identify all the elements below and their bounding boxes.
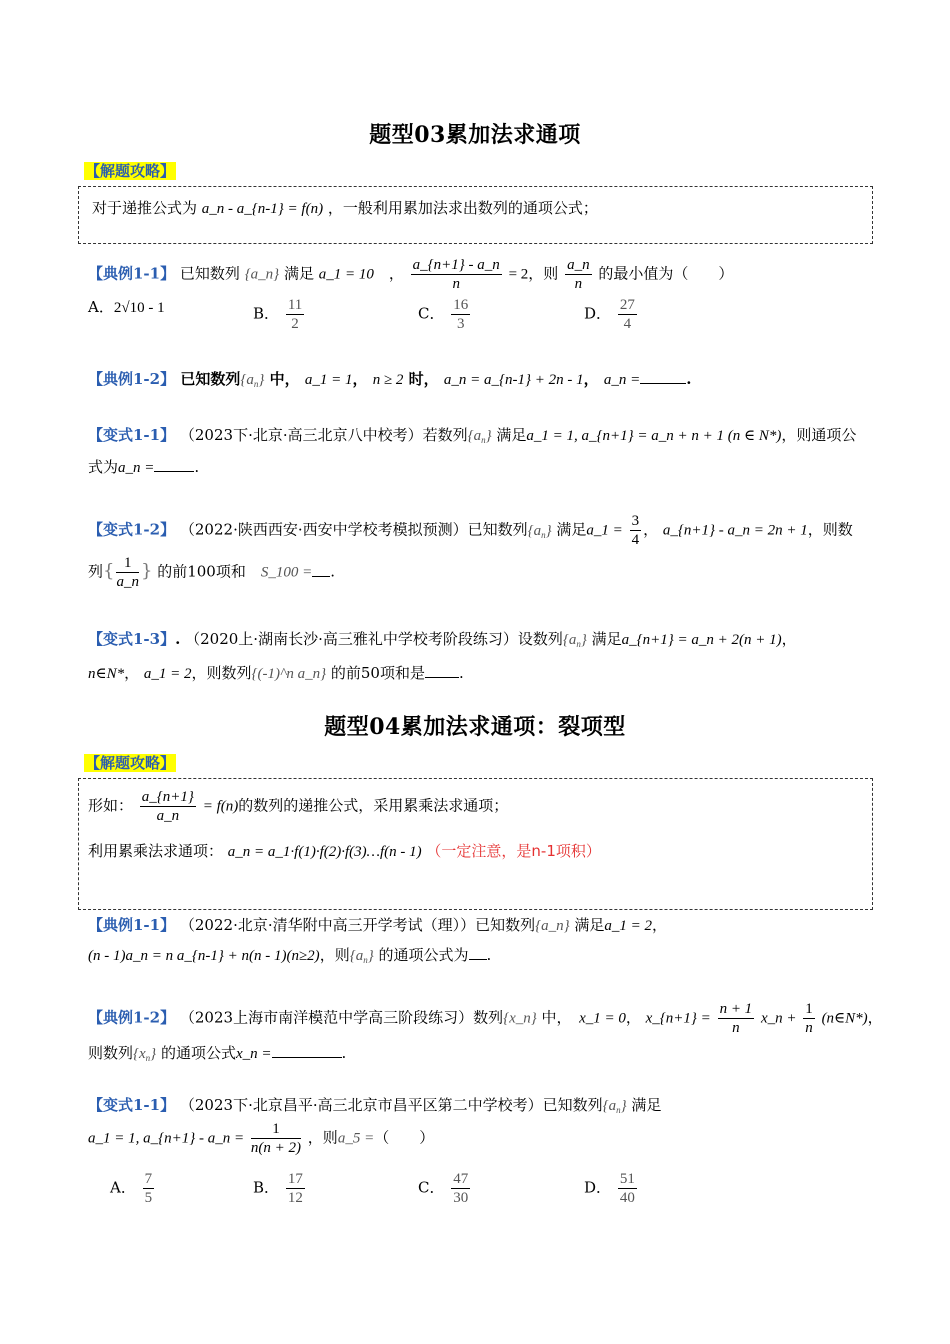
option-a[interactable]: A．2√10 - 1 bbox=[88, 298, 165, 316]
tips-label-1: 【解题攻略】 bbox=[85, 162, 176, 180]
tips-formula: a_n - a_{n-1} = f(n) bbox=[201, 201, 324, 217]
option-c-2[interactable]: C． $\frac{47}{30}$ bbox=[418, 1171, 469, 1206]
option-d[interactable]: D． $\frac{27}{4}$ bbox=[584, 297, 635, 332]
section-title-1: 题型03累加法求通项 bbox=[369, 122, 581, 148]
answer-blank[interactable] bbox=[425, 677, 459, 678]
section-title-2: 题型04累加法求通项：裂项型 bbox=[324, 714, 626, 740]
example-2-1: 【典例1-1】 （2022·北京·清华附中高三开学考试（理））已知数列{a_n} 满足a_1 = 2， bbox=[88, 916, 668, 934]
option-b-2[interactable]: B． $\frac{17}{12}$ bbox=[253, 1171, 303, 1206]
example-1-2: 【典例1-2】 已知数列$\{a_n\}$ 中， a_1 = 1， n ≥ 2 时， a_n = a_{n-1} + 2n - 1， a_n = . bbox=[88, 370, 692, 389]
ask-fraction: $\frac{a\_n}{n}$ bbox=[567, 257, 590, 292]
variant-2-1-line2: a_1 = 1, a_{n+1} - a_n = $\frac{1}{n(n + 2)}$ ，则a_5 =（ ） bbox=[88, 1121, 435, 1156]
variant-1-1-line2: 式为a_n = . bbox=[88, 458, 200, 476]
example-1-1: 【典例1-1】 已知数列 {a_n} 满足 a_1 = 10 ， $\frac{a\_\{n+1\} - a\_n}{n}$ = 2，则 $\frac{a\_n}{n}$ 的最小值为（ ） bbox=[88, 257, 734, 292]
option-b[interactable]: B． $\frac{11}{2}$ bbox=[253, 297, 303, 332]
example-2-2-line2: 则数列$\{x_n\}$ 的通项公式x_n = . bbox=[88, 1044, 347, 1063]
answer-blank[interactable] bbox=[469, 959, 487, 960]
answer-blank[interactable] bbox=[154, 471, 194, 472]
tips-line-2a: 形如： $\frac{a\_\{n+1\}}{a\_n}$ = f(n)的数列的递推公式，采用累乘法求通项； bbox=[88, 789, 509, 824]
sequence-notation: {a_n} bbox=[244, 266, 280, 283]
tips-line-1: 对于递推公式为 a_n - a_{n-1} = f(n) ，一般利用累加法求出数列的通项公式； bbox=[92, 199, 598, 217]
variant-1-2-line2: 列{ $\frac{1}{a\_n}$ } 的前100项和 S_100 = . bbox=[88, 555, 336, 590]
variant-1-3: 【变式1-3】. （2020上·湖南长沙·高三雅礼中学校考阶段练习）设数列$\{a_n\}$ 满足a_{n+1} = a_n + 2(n + 1)， bbox=[88, 630, 797, 649]
answer-blank[interactable] bbox=[272, 1057, 342, 1058]
variant-1-2: 【变式1-2】 （2022·陕西西安·西安中学校考模拟预测）已知数列$\{a_n\}$ 满足a_1 = $\frac{3}{4}$ ， a_{n+1} - a_n = 2n + 1，则数 bbox=[88, 513, 853, 548]
condition-fraction: $\frac{a\_\{n+1\} - a\_n}{n}$ bbox=[412, 257, 500, 292]
variant-1-1: 【变式1-1】 （2023下·北京·高三北京八中校考）若数列$\{a_n\}$ 满足a_1 = 1, a_{n+1} = a_n + n + 1 (n ∈ N*)，则通项公 bbox=[88, 426, 857, 445]
option-a-2[interactable]: A． $\frac{7}{5}$ bbox=[110, 1171, 153, 1206]
note-text: （一定注意，是n-1项积） bbox=[426, 842, 601, 860]
example-2-2: 【典例1-2】 （2023上海市南洋模范中学高三阶段练习）数列{x_n} 中， x_1 = 0， x_{n+1} = $\frac{n + 1}{n}$ x_n + $\frac{1}{n}$ (n∈N*)， bbox=[88, 1001, 883, 1036]
variant-2-1: 【变式1-1】 （2023下·北京昌平·高三北京市昌平区第二中学校考）已知数列$\{a_n\}$ 满足 bbox=[88, 1096, 662, 1115]
answer-blank[interactable] bbox=[640, 383, 686, 384]
variant-1-3-line2: n∈N*， a_1 = 2，则数列{(-1)^n a_n} 的前50项和是 . bbox=[88, 664, 464, 682]
tips-line-2b: 利用累乘法求通项： a_n = a_1·f(1)·f(2)·f(3)…f(n - 1) （一定注意，是n-1项积） bbox=[88, 842, 601, 860]
option-c[interactable]: C． $\frac{16}{3}$ bbox=[418, 297, 469, 332]
example-2-1-line2: (n - 1)a_n = n a_{n-1} + n(n - 1)(n≥2)，则$\{a_n\}$ 的通项公式为 . bbox=[88, 946, 492, 965]
tips-label-2: 【解题攻略】 bbox=[85, 754, 176, 772]
option-d-2[interactable]: D． $\frac{51}{40}$ bbox=[584, 1171, 635, 1206]
answer-blank[interactable] bbox=[312, 576, 330, 577]
